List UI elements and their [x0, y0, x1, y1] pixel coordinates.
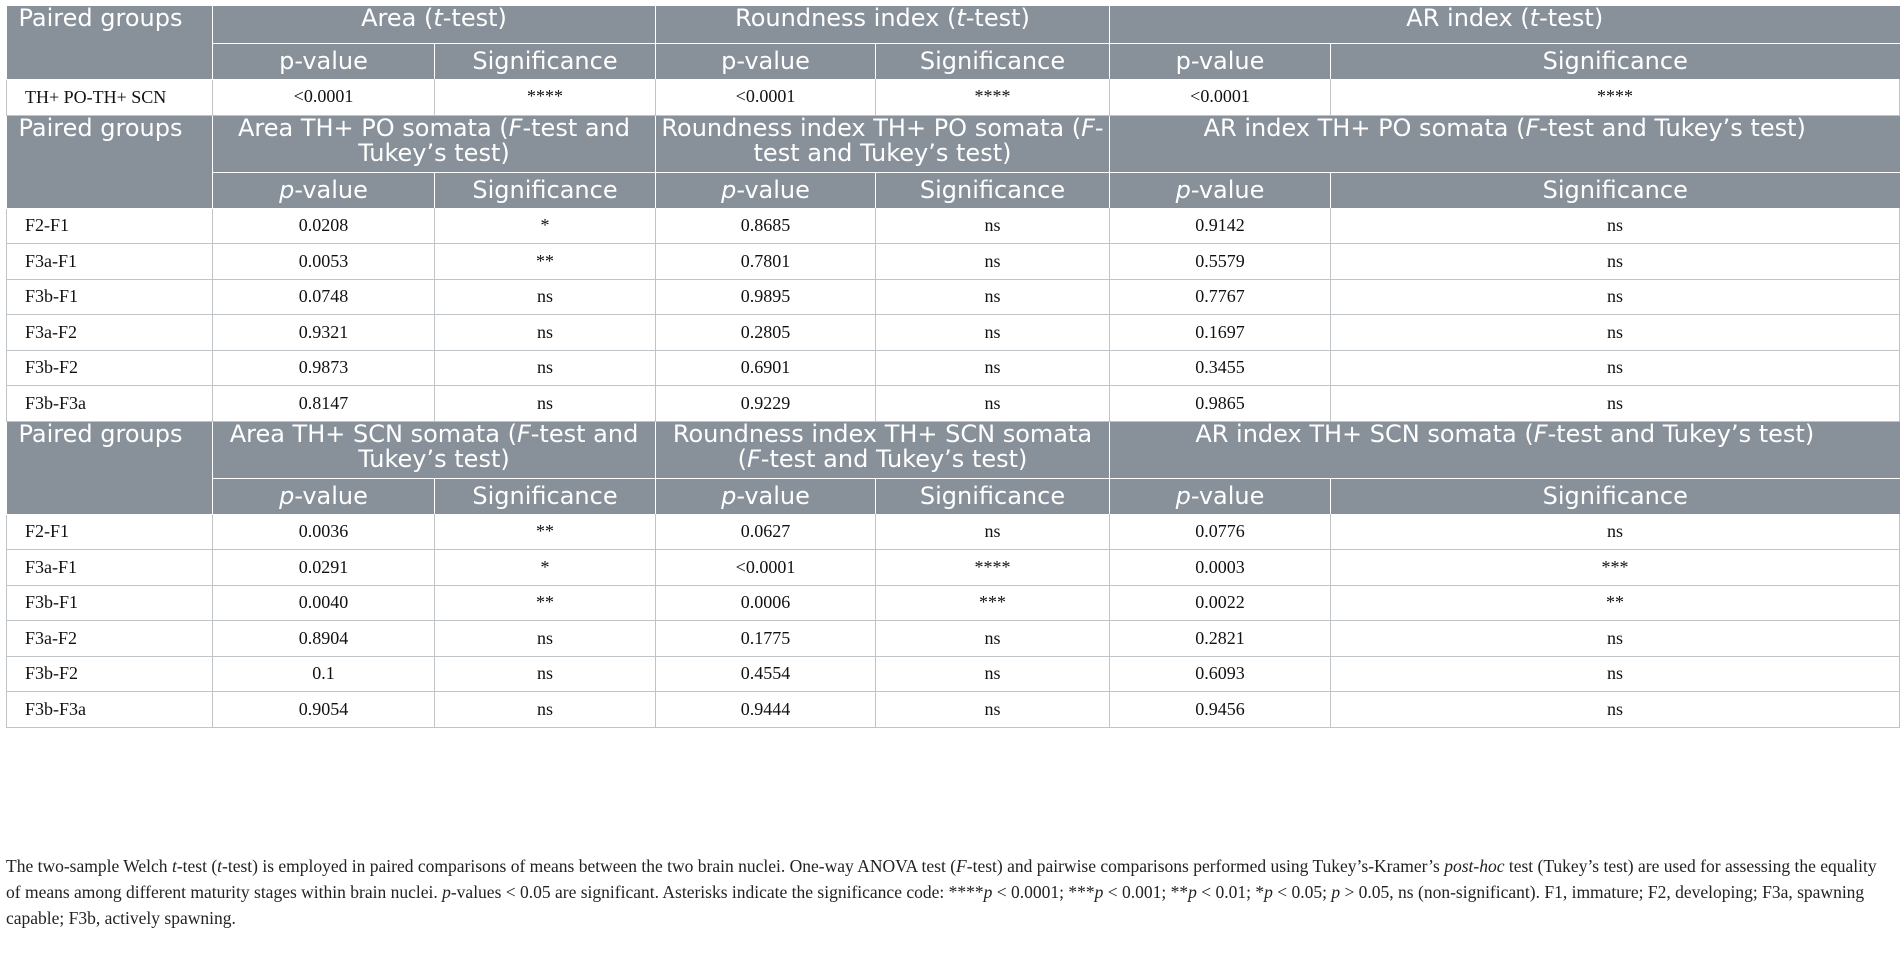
significance-cell: **: [435, 244, 656, 280]
pair-cell: F3b-F2: [7, 350, 213, 386]
significance-header: Significance: [435, 43, 656, 79]
significance-cell: ****: [435, 79, 656, 115]
header-row: [7, 6, 1900, 43]
significance-cell: **: [435, 514, 656, 550]
statistics-table: [6, 6, 1900, 728]
significance-header: Significance: [1331, 478, 1900, 514]
significance-header: Significance: [435, 478, 656, 514]
pvalue-header: [656, 43, 876, 79]
group-header-italic: F: [746, 444, 761, 473]
significance-cell: *: [435, 208, 656, 244]
caption-italic: p: [1264, 882, 1273, 902]
group-header-text: -test and Tukey’s test): [1539, 115, 1806, 142]
header-row: [7, 115, 1900, 172]
pvalue-header: [213, 43, 435, 79]
group-header: [1110, 115, 1900, 172]
pair-cell: TH+ PO-TH+ SCN: [7, 79, 213, 115]
caption-italic: p: [1331, 882, 1341, 902]
group-header-text: Area TH+ PO somata (: [237, 115, 509, 142]
pvalue-cell: 0.8147: [213, 386, 435, 422]
pvalue-cell: 0.6093: [1110, 656, 1331, 692]
pair-cell: F3a-F1: [7, 550, 213, 586]
pvalue-header: [213, 172, 435, 208]
caption-text: < 0.05;: [1272, 882, 1332, 902]
group-header-text: Roundness index TH+ PO somata (: [661, 115, 1082, 142]
pvalue-cell: <0.0001: [1110, 79, 1331, 115]
group-header-text: -test and Tukey’s test): [358, 115, 631, 167]
caption-text: > 0.05, ns (non-significant). F1, immature; F2, developing; F3a, spawning capable; F3b, actively spawning.: [6, 882, 1865, 928]
significance-cell: ns: [1331, 244, 1900, 280]
pvalue-cell: 0.0036: [213, 514, 435, 550]
group-header-text: -test): [1539, 6, 1604, 32]
pair-cell: F2-F1: [7, 514, 213, 550]
pvalue-header-italic: p: [1175, 482, 1191, 511]
significance-cell: ns: [435, 315, 656, 351]
pvalue-header-text: -value: [1190, 482, 1265, 511]
pvalue-header-italic: p: [279, 176, 295, 205]
table-caption: [6, 853, 1895, 931]
significance-cell: ***: [876, 585, 1110, 621]
significance-cell: ns: [435, 279, 656, 315]
pvalue-cell: <0.0001: [656, 550, 876, 586]
subheader-row: [7, 172, 1900, 208]
group-header-text: Roundness index (: [735, 6, 957, 32]
group-header: [1110, 421, 1900, 478]
pvalue-cell: 0.0208: [213, 208, 435, 244]
caption-italic: post-hoc: [1444, 856, 1505, 876]
pair-cell: F3b-F3a: [7, 386, 213, 422]
group-header: [213, 421, 656, 478]
group-header: [213, 115, 656, 172]
pvalue-cell: 0.2805: [656, 315, 876, 351]
group-header: [656, 115, 1110, 172]
caption-text: test (Tukey’s test) are used for assessing the equality of means among different maturity stages within brain nuclei.: [6, 856, 1877, 902]
significance-cell: **: [435, 585, 656, 621]
caption-text: < 0.0001; ***: [992, 882, 1095, 902]
significance-cell: ns: [1331, 350, 1900, 386]
pvalue-cell: 0.9865: [1110, 386, 1331, 422]
group-header-italic: t: [433, 6, 443, 32]
pair-cell: F3a-F2: [7, 621, 213, 657]
significance-header: Significance: [1331, 172, 1900, 208]
significance-cell: ns: [876, 279, 1110, 315]
pvalue-header-text: p-value: [1175, 47, 1265, 76]
pvalue-cell: 0.3455: [1110, 350, 1331, 386]
pvalue-header-italic: p: [279, 482, 295, 511]
pvalue-header: [213, 478, 435, 514]
group-header-italic: t: [1529, 6, 1540, 32]
significance-cell: **: [1331, 585, 1900, 621]
table-row: [7, 315, 1900, 351]
pvalue-header-italic: p: [721, 482, 737, 511]
significance-cell: ns: [876, 244, 1110, 280]
caption-italic: p: [1188, 882, 1197, 902]
significance-cell: ns: [435, 692, 656, 728]
pvalue-header: [656, 172, 876, 208]
caption-italic: p: [1094, 882, 1104, 902]
caption-italic: p: [983, 882, 993, 902]
pvalue-cell: 0.0776: [1110, 514, 1331, 550]
pvalue-cell: 0.0022: [1110, 585, 1331, 621]
pvalue-header: [1110, 478, 1331, 514]
pair-cell: F3b-F2: [7, 656, 213, 692]
pair-cell: F3b-F1: [7, 279, 213, 315]
significance-cell: ****: [876, 79, 1110, 115]
significance-cell: ns: [1331, 656, 1900, 692]
significance-cell: ns: [435, 386, 656, 422]
pvalue-cell: 0.7801: [656, 244, 876, 280]
significance-cell: ns: [876, 350, 1110, 386]
significance-cell: ns: [876, 208, 1110, 244]
pvalue-cell: 0.9444: [656, 692, 876, 728]
group-header-italic: F: [1525, 115, 1540, 142]
caption-italic: t: [171, 856, 177, 876]
group-header-italic: F: [1081, 115, 1095, 142]
caption-italic: t: [217, 856, 223, 876]
significance-cell: ns: [876, 656, 1110, 692]
significance-header: Significance: [876, 172, 1110, 208]
table-row: [7, 244, 1900, 280]
caption-text: -test) and pairwise comparisons performed using Tukey’s-Kramer’s: [966, 856, 1445, 876]
pair-cell: F3b-F3a: [7, 692, 213, 728]
group-header-text: -test and Tukey’s test): [358, 421, 639, 473]
table-row: [7, 208, 1900, 244]
group-header-text: AR index TH+ SCN somata (: [1195, 421, 1534, 448]
pvalue-cell: 0.1: [213, 656, 435, 692]
caption-text: -test) is employed in paired comparisons of means between the two brain nuclei. One-way ANOVA test (: [222, 856, 957, 876]
group-header-italic: t: [956, 6, 966, 32]
pvalue-cell: 0.0040: [213, 585, 435, 621]
pair-cell: F3a-F1: [7, 244, 213, 280]
significance-cell: ns: [876, 621, 1110, 657]
pvalue-cell: <0.0001: [213, 79, 435, 115]
group-header-text: AR index TH+ PO somata (: [1203, 115, 1526, 142]
pvalue-header-text: -value: [1190, 176, 1265, 205]
group-header-text: AR index (: [1406, 6, 1530, 32]
significance-cell: ns: [876, 692, 1110, 728]
pvalue-header-text: p-value: [721, 47, 810, 76]
group-header-text: -test and Tukey’s test): [753, 115, 1104, 167]
pvalue-header-text: -value: [294, 176, 368, 205]
group-header: [656, 6, 1110, 43]
pvalue-cell: 0.9229: [656, 386, 876, 422]
significance-cell: ns: [435, 621, 656, 657]
pvalue-cell: 0.0748: [213, 279, 435, 315]
group-header-italic: F: [1533, 421, 1548, 448]
significance-cell: ns: [876, 386, 1110, 422]
significance-header: Significance: [435, 172, 656, 208]
group-header-text: -test): [442, 6, 507, 32]
table-row: [7, 656, 1900, 692]
pvalue-cell: <0.0001: [656, 79, 876, 115]
significance-cell: ns: [1331, 514, 1900, 550]
pvalue-header: [656, 478, 876, 514]
pvalue-cell: 0.9321: [213, 315, 435, 351]
significance-cell: ns: [1331, 386, 1900, 422]
significance-header: Significance: [1331, 43, 1900, 79]
table-row: [7, 514, 1900, 550]
group-header: [213, 6, 656, 43]
pvalue-cell: 0.9456: [1110, 692, 1331, 728]
table-row: [7, 279, 1900, 315]
pvalue-cell: 0.9895: [656, 279, 876, 315]
subheader-row: [7, 478, 1900, 514]
group-header-italic: F: [516, 421, 531, 448]
group-header: [1110, 6, 1900, 43]
subheader-row: [7, 43, 1900, 79]
table-row: [7, 350, 1900, 386]
pvalue-cell: 0.6901: [656, 350, 876, 386]
pvalue-header-text: -value: [294, 482, 368, 511]
table-row: [7, 550, 1900, 586]
group-header-text: Area (: [361, 6, 434, 32]
group-header: [656, 421, 1110, 478]
group-header-text: -test and Tukey’s test): [1547, 421, 1815, 448]
significance-cell: ns: [876, 514, 1110, 550]
group-header-text: -test and Tukey’s test): [760, 444, 1028, 473]
group-header-text: Area TH+ SCN somata (: [229, 421, 517, 448]
pair-cell: F3b-F1: [7, 585, 213, 621]
caption-text: -test (: [176, 856, 218, 876]
pvalue-header-italic: p: [721, 176, 737, 205]
pvalue-cell: 0.0006: [656, 585, 876, 621]
caption-italic: p: [442, 882, 451, 902]
significance-cell: ns: [1331, 315, 1900, 351]
table-row: [7, 692, 1900, 728]
significance-cell: ns: [1331, 208, 1900, 244]
significance-cell: ns: [876, 315, 1110, 351]
significance-header: Significance: [876, 478, 1110, 514]
pvalue-cell: 0.0291: [213, 550, 435, 586]
pvalue-cell: 0.9873: [213, 350, 435, 386]
pvalue-cell: 0.0003: [1110, 550, 1331, 586]
group-header-italic: F: [508, 115, 523, 142]
pvalue-header: [1110, 172, 1331, 208]
pvalue-cell: 0.9054: [213, 692, 435, 728]
caption-text: < 0.001; **: [1103, 882, 1189, 902]
caption-italic: F: [956, 856, 967, 876]
significance-cell: *: [435, 550, 656, 586]
caption-text: < 0.01; *: [1196, 882, 1265, 902]
group-header-text: -test): [965, 6, 1030, 32]
caption-text: -values < 0.05 are significant. Asterisks indicate the significance code: ****: [450, 882, 984, 902]
pvalue-header: [1110, 43, 1331, 79]
significance-header: Significance: [876, 43, 1110, 79]
pvalue-cell: 0.9142: [1110, 208, 1331, 244]
pvalue-header-text: -value: [736, 482, 810, 511]
significance-cell: ns: [1331, 621, 1900, 657]
pvalue-cell: 0.1697: [1110, 315, 1331, 351]
pvalue-header-text: -value: [736, 176, 810, 205]
table-body: [7, 6, 1900, 727]
corner-header: Paired groups: [7, 421, 213, 514]
significance-cell: ns: [435, 656, 656, 692]
significance-cell: ***: [1331, 550, 1900, 586]
pair-cell: F2-F1: [7, 208, 213, 244]
header-row: [7, 421, 1900, 478]
pvalue-cell: 0.2821: [1110, 621, 1331, 657]
table-row: [7, 79, 1900, 115]
table-row: [7, 386, 1900, 422]
group-header-text: Roundness index TH+ SCN somata (: [672, 421, 1093, 473]
significance-cell: ns: [435, 350, 656, 386]
significance-cell: ns: [1331, 279, 1900, 315]
pvalue-cell: 0.5579: [1110, 244, 1331, 280]
significance-cell: ****: [876, 550, 1110, 586]
significance-cell: ns: [1331, 692, 1900, 728]
corner-header: Paired groups: [7, 6, 213, 79]
pvalue-header-text: p-value: [279, 47, 368, 76]
pvalue-cell: 0.0627: [656, 514, 876, 550]
pvalue-cell: 0.8685: [656, 208, 876, 244]
significance-cell: ****: [1331, 79, 1900, 115]
table-row: [7, 585, 1900, 621]
pvalue-cell: 0.7767: [1110, 279, 1331, 315]
pvalue-cell: 0.4554: [656, 656, 876, 692]
corner-header: Paired groups: [7, 115, 213, 208]
pair-cell: F3a-F2: [7, 315, 213, 351]
pvalue-header-italic: p: [1175, 176, 1191, 205]
pvalue-cell: 0.1775: [656, 621, 876, 657]
caption-text: The two-sample Welch: [6, 856, 172, 876]
table-row: [7, 621, 1900, 657]
pvalue-cell: 0.0053: [213, 244, 435, 280]
pvalue-cell: 0.8904: [213, 621, 435, 657]
